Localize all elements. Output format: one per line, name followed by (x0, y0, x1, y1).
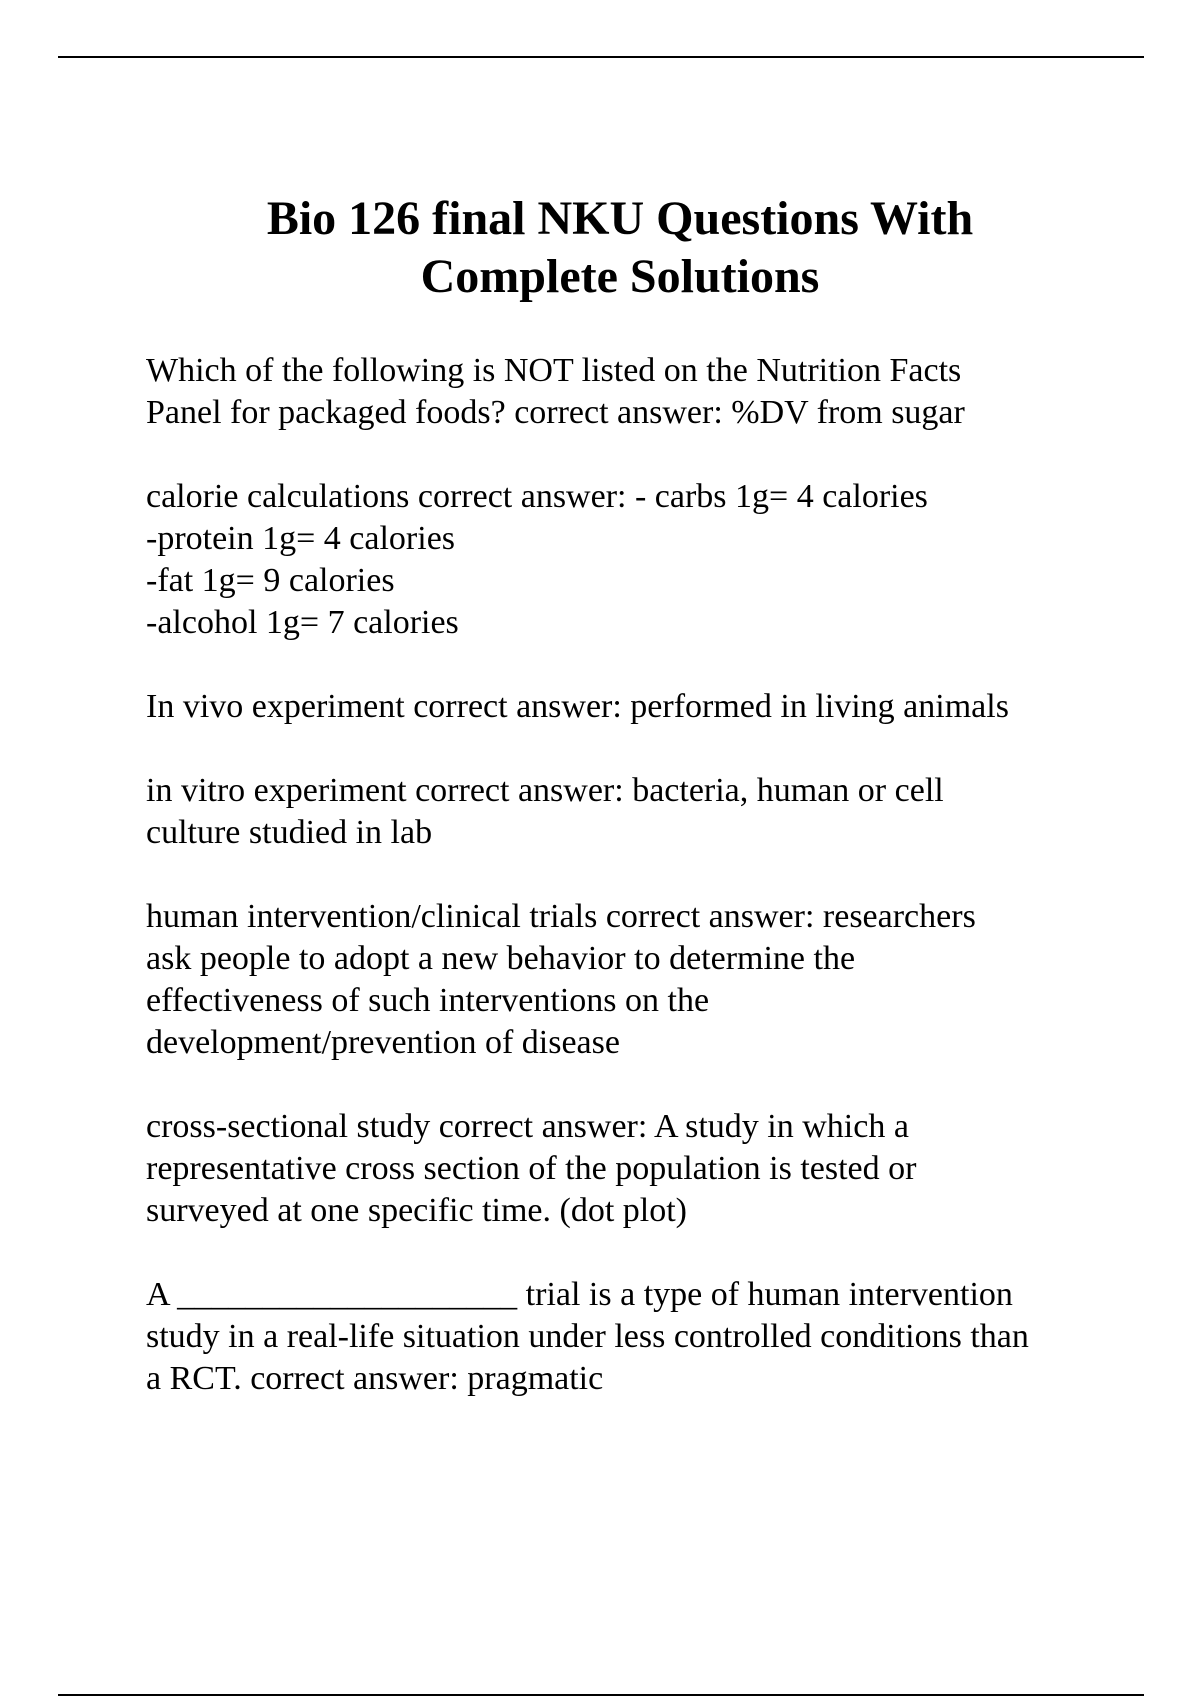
qa-line: representative cross section of the population is tested or (146, 1150, 917, 1187)
qa-line: A ____________________ trial is a type of human intervention (146, 1276, 1013, 1313)
qa-line: -alcohol 1g= 7 calories (146, 604, 459, 641)
qa-line: surveyed at one specific time. (dot plot) (146, 1192, 687, 1229)
qa-item-pragmatic-trial (146, 1274, 1106, 1400)
qa-item-cross-sectional (146, 1106, 1106, 1232)
qa-item-in-vivo (146, 686, 1106, 728)
qa-item-in-vitro (146, 770, 1106, 854)
qa-line: -fat 1g= 9 calories (146, 562, 395, 599)
qa-line: In vivo experiment correct answer: performed in living animals (146, 688, 1009, 725)
document-title (60, 190, 1180, 306)
qa-line: human intervention/clinical trials correct answer: researchers (146, 898, 976, 935)
qa-line: culture studied in lab (146, 814, 433, 851)
qa-line: -protein 1g= 4 calories (146, 520, 456, 557)
qa-line: effectiveness of such interventions on the (146, 982, 710, 1019)
qa-item-calorie-calculations (146, 476, 1106, 644)
qa-item-nutrition-facts (146, 350, 1106, 434)
top-rule (58, 56, 1144, 58)
qa-line: Panel for packaged foods? correct answer: %DV from sugar (146, 394, 965, 431)
qa-line: ask people to adopt a new behavior to determine the (146, 940, 856, 977)
bottom-rule (58, 1694, 1144, 1696)
qa-line: cross-sectional study correct answer: A study in which a (146, 1108, 909, 1145)
qa-line: a RCT. correct answer: pragmatic (146, 1360, 604, 1397)
qa-item-clinical-trials (146, 896, 1106, 1064)
qa-line: study in a real-life situation under less controlled conditions than (146, 1318, 1029, 1355)
qa-line: calorie calculations correct answer: - carbs 1g= 4 calories (146, 478, 928, 515)
qa-line: development/prevention of disease (146, 1024, 620, 1061)
qa-line: Which of the following is NOT listed on the Nutrition Facts (146, 352, 962, 389)
qa-list (146, 350, 1106, 1442)
title-line-1: Bio 126 final NKU Questions With (266, 192, 974, 245)
qa-line: in vitro experiment correct answer: bacteria, human or cell (146, 772, 944, 809)
title-line-2: Complete Solutions (420, 250, 820, 303)
